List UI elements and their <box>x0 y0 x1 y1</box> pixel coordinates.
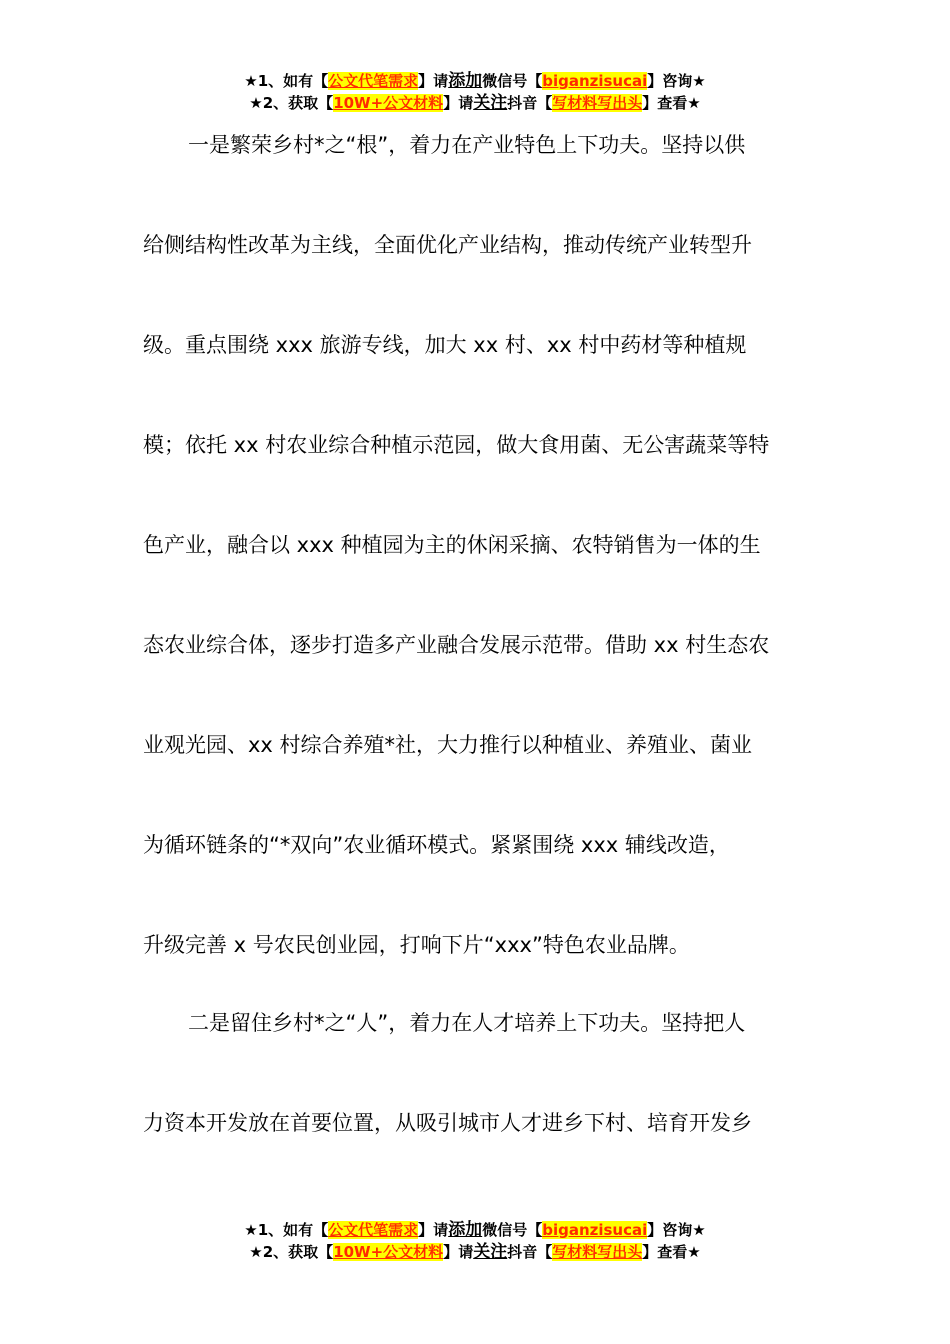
banner-line-2 <box>0 92 950 114</box>
banner-text: 微信号【 <box>482 1221 543 1239</box>
paragraph-line: 一是繁荣乡村*之“根”，着力在产业特色上下功夫。坚持以供 <box>188 133 746 157</box>
footer-banner <box>0 1219 950 1263</box>
document-body <box>143 120 813 1198</box>
banner-underline: 添加 <box>448 1220 483 1240</box>
paragraph-line: 模；依托 xx 村农业综合种植示范园，做大食用菌、无公害蔬菜等特 <box>143 433 770 457</box>
banner-text: 】请 <box>443 1243 474 1261</box>
banner-line-1 <box>0 70 950 92</box>
paragraph-line: 态农业综合体，逐步打造多产业融合发展示范带。借助 xx 村生态农 <box>143 633 770 657</box>
banner-text: 】请 <box>418 1221 449 1239</box>
banner-underline: 添加 <box>448 71 483 91</box>
banner-text: 微信号【 <box>482 72 543 90</box>
banner-highlight: biganzisucai <box>542 1221 648 1239</box>
banner-text: 】查看★ <box>642 1243 701 1261</box>
banner-underline: 关注 <box>473 1242 508 1262</box>
banner-text: 】请 <box>443 94 474 112</box>
paragraph-line: 升级完善 x 号农民创业园，打响下片“xxx”特色农业品牌。 <box>143 933 690 957</box>
paragraph-line: 级。重点围绕 xxx 旅游专线，加大 xx 村、xx 村中药材等种植规 <box>143 333 747 357</box>
banner-highlight: biganzisucai <box>542 72 648 90</box>
paragraph-line: 业观光园、xx 村综合养殖*社，大力推行以种植业、养殖业、菌业 <box>143 733 753 757</box>
banner-highlight: 写材料写出头 <box>552 94 643 112</box>
banner-text: ★2、获取【 <box>249 94 334 112</box>
paragraph-line: 力资本开发放在首要位置，从吸引城市人才进乡下村、培育开发乡 <box>143 1111 752 1135</box>
banner-text: 抖音【 <box>507 94 553 112</box>
banner-text: ★1、如有【 <box>244 1221 329 1239</box>
banner-text: ★2、获取【 <box>249 1243 334 1261</box>
banner-highlight: 10W+公文材料 <box>333 1243 444 1261</box>
paragraph-line: 为循环链条的“*双向”农业循环模式。紧紧围绕 xxx 辅线改造， <box>143 833 730 857</box>
paragraph-line: 二是留住乡村*之“人”，着力在人才培养上下功夫。坚持把人 <box>188 1011 746 1035</box>
banner-line-1 <box>0 1219 950 1241</box>
banner-highlight: 公文代笔需求 <box>328 72 419 90</box>
banner-text: ★1、如有【 <box>244 72 329 90</box>
banner-text: 】查看★ <box>642 94 701 112</box>
banner-line-2 <box>0 1241 950 1263</box>
banner-underline: 关注 <box>473 93 508 113</box>
banner-highlight: 公文代笔需求 <box>328 1221 419 1239</box>
banner-text: 】咨询★ <box>647 72 706 90</box>
banner-highlight: 10W+公文材料 <box>333 94 444 112</box>
paragraph-line: 色产业，融合以 xxx 种植园为主的休闲采摘、农特销售为一体的生 <box>143 533 761 557</box>
paragraph-line: 给侧结构性改革为主线，全面优化产业结构，推动传统产业转型升 <box>143 233 752 257</box>
banner-highlight: 写材料写出头 <box>552 1243 643 1261</box>
banner-text: 】咨询★ <box>647 1221 706 1239</box>
header-banner <box>0 70 950 114</box>
banner-text: 】请 <box>418 72 449 90</box>
banner-text: 抖音【 <box>507 1243 553 1261</box>
